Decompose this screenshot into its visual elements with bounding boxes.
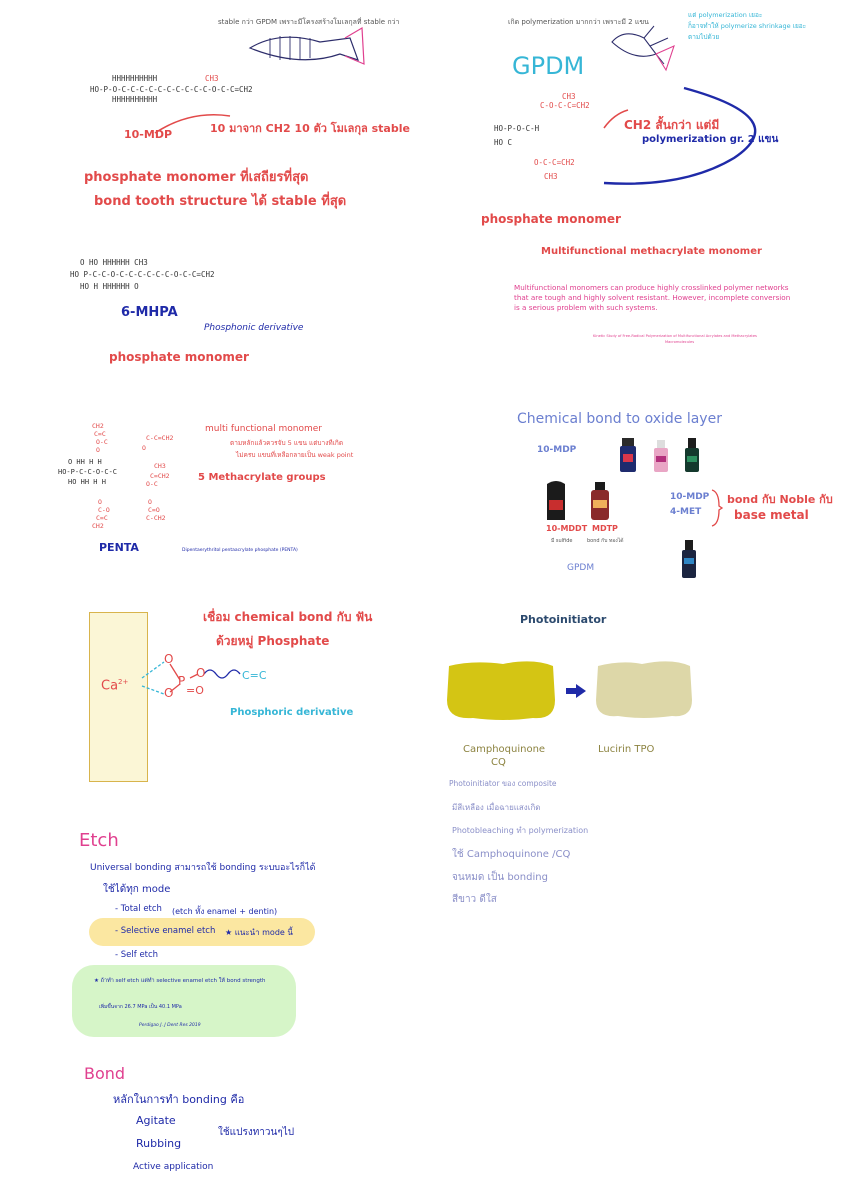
- oxide-label-mddt: 10-MDDT: [546, 524, 588, 533]
- photo-note-2: Photobleaching ทำ polymerization: [452, 826, 589, 835]
- penta-groups: 5 Methacrylate groups: [198, 472, 326, 483]
- oxide-title: Chemical bond to oxide layer: [517, 411, 722, 427]
- bond-item2: Rubbing: [136, 1137, 182, 1150]
- penta-note-title: multi functional monomer: [205, 424, 322, 434]
- etch-green2: เพิ่มขึ้นจาก 26.7 MPa เป็น 40.1 MPa: [99, 1004, 182, 1010]
- mdp-note: stable กว่า GPDM เพราะมีโครงสร้างโมเลกุลที่ stable กว่า: [218, 18, 400, 26]
- phosphate-title2: ด้วยหมู่ Phosphate: [216, 634, 330, 648]
- bond-side-note: ใช้แปรงทาวนๆไป: [218, 1127, 295, 1138]
- oxide-label-met: 4-MET: [670, 507, 702, 517]
- tpo-swatch: [592, 660, 694, 720]
- bottle-product-2: [652, 440, 670, 474]
- bottle-gpdm: [680, 540, 698, 580]
- etch-green1: ★ ถ้าทำ self etch แต่ทำ selective enamel etch ให้ bond strength: [94, 978, 266, 984]
- mdp-label: 10-MDP: [124, 128, 173, 141]
- svg-text:O: O: [142, 444, 146, 452]
- gpdm-core1: HO-P-O-C-H: [494, 124, 540, 133]
- etch-item2: - Selective enamel etch: [115, 926, 216, 936]
- svg-text:C=C: C=C: [96, 514, 108, 522]
- mdp-structure-top: HHHHHHHHHH: [112, 74, 158, 83]
- bond-title: Bond: [84, 1064, 126, 1083]
- svg-text:CH3: CH3: [154, 462, 166, 470]
- svg-text:O: O: [96, 446, 100, 454]
- svg-text:C=O: C=O: [148, 506, 160, 514]
- svg-text:C=CH2: C=CH2: [150, 472, 170, 480]
- gpdm-ch3-bot: CH3: [544, 172, 558, 181]
- oxide-label-mdtp: MDTP: [592, 524, 618, 533]
- oxide-label-mdp2: 10-MDP: [670, 492, 710, 502]
- multi-body: Multifunctional monomers can produce highly crosslinked polymer networks that are tough and highly solvent resistant. However, incomplete conversion is a serious problem with such systems.: [514, 283, 791, 312]
- etch-green3: Perdigao J. J Dent Res 2019: [139, 1023, 201, 1028]
- photo-note-1: มีสีเหลือง เมื่อฉายแสงเกิด: [452, 803, 541, 812]
- penta-note-th1: ตามหลักแล้วควรจับ 5 แขน แต่บางทีเกิด: [230, 439, 344, 447]
- phosphate-subtitle: Phosphoric derivative: [230, 707, 354, 718]
- svg-text:O-C: O-C: [96, 438, 108, 446]
- photo-note-5: สีขาว ดีใส: [452, 894, 497, 905]
- etch-item3: - Self etch: [115, 950, 159, 960]
- mdp-structure-bot: HHHHHHHHHH: [112, 95, 158, 104]
- phosphate-p: P: [178, 674, 186, 688]
- etch-line2: ใช้ได้ทุก mode: [103, 884, 171, 895]
- bottle-product-1: [618, 438, 638, 474]
- gpdm-arm1: C-O-C-C=CH2: [540, 101, 590, 110]
- mhpa-structure-bot: HO H HHHHHH O: [80, 282, 139, 291]
- svg-text:C=C: C=C: [94, 430, 106, 438]
- svg-text:C-O: C-O: [98, 506, 110, 514]
- oxide-sub-mdtp: bond กับ ทองได้: [587, 538, 624, 544]
- gpdm-arm2: O-C-C=CH2: [534, 158, 575, 167]
- oxide-label-mdp: 10-MDP: [537, 445, 577, 455]
- photo-note-0: Photoinitiator ของ composite: [449, 779, 557, 788]
- gpdm-note-right1: แต่ polymerization เยอะ: [688, 11, 763, 19]
- mdp-ch2-note: 10 มาจาก CH2 10 ตัว โมเลกุล stable: [210, 122, 410, 135]
- bond-item1: Agitate: [136, 1114, 176, 1127]
- gpdm-note-right3: ตามไปด้วย: [688, 33, 720, 41]
- cq-swatch: [443, 660, 557, 722]
- phosphate-o-eq: =O: [186, 684, 204, 697]
- etch-item1: - Total etch: [115, 904, 162, 914]
- svg-text:C-C=CH2: C-C=CH2: [146, 434, 174, 442]
- bond-line1: หลักในการทำ bonding คือ: [113, 1093, 245, 1106]
- oxide-bond-note1: bond กับ Noble กับ: [727, 493, 833, 506]
- mhpa-subtitle: Phosphonic derivative: [204, 323, 304, 333]
- photo-note-3: ใช้ Camphoquinone /CQ: [452, 849, 571, 860]
- fish-diagram-1: [240, 28, 380, 78]
- photo-title: Photoinitiator: [520, 613, 607, 626]
- etch-item1-note: (etch ทั้ง enamel + dentin): [172, 907, 278, 916]
- bottle-mddt: [543, 480, 569, 522]
- fish-diagram-2: [604, 24, 684, 74]
- etch-line1: Universal bonding สามารถใช้ bonding ระบบอะไรก็ได้: [90, 863, 316, 873]
- etch-item2-note: ★ แนะนำ mode นี้: [225, 928, 293, 937]
- oxide-brace: [710, 488, 724, 528]
- svg-text:O HH H H: O HH H H: [68, 458, 102, 466]
- phosphate-title1: เชื่อม chemical bond กับ ฟัน: [203, 610, 373, 624]
- photo-note-4: จนหมด เป็น bonding: [452, 872, 548, 883]
- gpdm-ch2-note: CH2 สั้นกว่า แต่มี: [624, 118, 720, 132]
- multi-title: Multifunctional methacrylate monomer: [541, 246, 762, 257]
- penta-caption: Dipentaerythritol pentaacrylate phosphate (PENTA): [182, 548, 298, 553]
- phosphate-o-bot: O: [164, 686, 174, 700]
- gpdm-core2: HO C: [494, 138, 513, 147]
- mdp-line2: bond tooth structure ได้ stable ที่สุด: [94, 194, 347, 209]
- bond-item3: Active application: [133, 1162, 214, 1172]
- mdp-structure-main: HO-P-O-C-C-C-C-C-C-C-C-C-C-O-C-C=CH2: [90, 85, 253, 94]
- phosphate-o-top: O: [164, 652, 174, 666]
- svg-text:CH2: CH2: [92, 522, 104, 530]
- multi-citation2: Macromolecules: [665, 340, 695, 344]
- svg-text:CH2: CH2: [92, 422, 104, 430]
- cq-label1: Camphoquinone: [463, 744, 546, 755]
- gpdm-line: phosphate monomer: [481, 212, 621, 226]
- mhpa-structure-mid: HO P-C-C-O-C-C-C-C-C-C-O-C-C=CH2: [70, 270, 215, 279]
- gpdm-poly-note: polymerization gr. 2 แขน: [642, 134, 779, 145]
- mhpa-label: 6-MHPA: [121, 305, 178, 320]
- svg-text:O: O: [148, 498, 152, 506]
- svg-text:HO-P-C-C-O-C-C: HO-P-C-C-O-C-C: [58, 468, 118, 476]
- gpdm-ch3-top: CH3: [562, 92, 576, 101]
- oxide-label-gpdm: GPDM: [567, 563, 595, 573]
- cq-label2: CQ: [491, 757, 506, 768]
- bottle-product-3: [683, 438, 701, 474]
- penta-note-th2: ไม่ครบ แขนที่เหลือกลายเป็น weak point: [236, 451, 354, 459]
- multi-citation1: Kinetic Study of Free-Radical Polymerization of Multifunctional Acrylates and Methacrylates: [593, 334, 757, 338]
- mdp-structure-ch3: CH3: [205, 74, 219, 83]
- gpdm-note-top: เกิด polymerization มากกว่า เพราะมี 2 แขน: [508, 18, 649, 26]
- penta-structure: [58, 420, 188, 540]
- phosphate-o-chain: O: [196, 666, 206, 680]
- svg-text:C-CH2: C-CH2: [146, 514, 166, 522]
- mdp-line1: phosphate monomer ที่เสถียรที่สุด: [84, 170, 309, 185]
- phosphate-ca: $Ca^{2+}$: [101, 678, 129, 694]
- svg-text:HO HH H H: HO HH H H: [68, 478, 106, 486]
- svg-text:O: O: [98, 498, 102, 506]
- oxide-sub-mddt: มี sulfide: [551, 538, 573, 544]
- bottle-mdtp: [589, 482, 611, 520]
- mhpa-line: phosphate monomer: [109, 350, 249, 364]
- svg-text:O-C: O-C: [146, 480, 158, 488]
- arrow-right-icon: [566, 684, 588, 698]
- gpdm-note-right2: ก็อาจทำให้ polymerize shrinkage เยอะ: [688, 22, 807, 30]
- etch-title: Etch: [79, 830, 119, 851]
- tpo-label: Lucirin TPO: [598, 744, 655, 755]
- oxide-bond-note2: base metal: [734, 508, 809, 522]
- phosphate-cc: C=C: [242, 669, 267, 682]
- penta-label: PENTA: [99, 541, 139, 554]
- mhpa-structure-top: O HO HHHHHH CH3: [80, 258, 148, 267]
- gpdm-title: GPDM: [512, 52, 585, 80]
